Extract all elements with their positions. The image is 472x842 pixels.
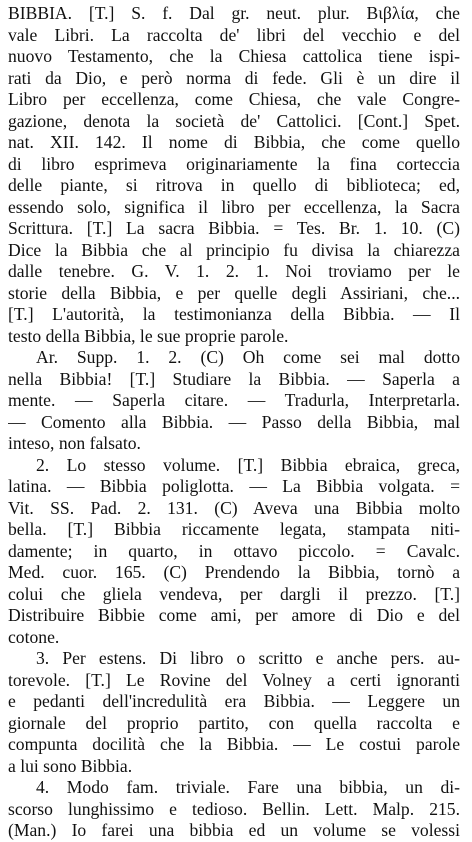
text-line-24: Vit. SS. Pad. 2. 131. (C) Aveva una Bibbia molto — [8, 497, 460, 518]
text-line-31: 3. Per estens. Di libro o scritto e anche pers. au- — [36, 648, 460, 668]
text-line-33: e pedanti dell'incredulità era Bibbia. — Leggere un — [8, 691, 460, 711]
text-line-10: essendo solo, significa il libro per eccellenza, la Sacra — [8, 196, 460, 217]
text-line-26: damente; in quarto, in ottavo piccolo. = Cavalc. — [8, 540, 460, 561]
text-line-18: nella Bibbia! [T.] Studiare la Bibbia. — Saperla a — [8, 368, 460, 389]
text-line-1: BIBBIA. [T.] S. f. Dal gr. neut. plur. Βιβλία, che — [8, 3, 460, 23]
text-line-7: nat. XII. 142. Il nome di Bibbia, che come quello — [8, 132, 460, 152]
text-line-35: compunta docilità che la Bibbia. — Le costui parole — [8, 734, 460, 754]
text-line-23: latina. — Bibbia poliglotta. — La Bibbia volgata. = — [8, 476, 460, 496]
text-line-8: di libro esprimeva originariamente la fina corteccia — [8, 153, 460, 174]
text-line-15: [T.] L'autorità, la testimonianza della Bibbia. — Il — [8, 304, 460, 324]
text-line-9: delle piante, si ritrova in quello di biblioteca; ed, — [8, 175, 460, 195]
text-line-28: colui che gliela vendeva, per dargli il prezzo. [T.] — [8, 583, 460, 604]
text-line-34: giornale del proprio partito, con quella raccolta e — [8, 712, 460, 733]
text-line-30: cotone. — [8, 626, 60, 647]
text-line-20: — Comento alla Bibbia. — Passo della Bibbia, mal — [8, 411, 460, 432]
text-line-14: storie della Bibbia, e per quelle degli Assiriani, che... — [8, 282, 460, 303]
text-line-37: 4. Modo fam. triviale. Fare una bibbia, un di- — [36, 777, 460, 797]
text-line-19: mente. — Saperla citare. — Tradurla, Interpretarla. — [8, 390, 460, 410]
text-line-32: torevole. [T.] Le Rovine del Volney a certi ignoranti — [8, 669, 460, 690]
text-line-5: Libro per eccellenza, come Chiesa, che vale Congre- — [8, 89, 460, 109]
text-line-13: dalle tenebre. G. V. 1. 2. 1. Noi troviamo per le — [8, 261, 460, 281]
text-line-3: nuovo Testamento, che la Chiesa cattolica tiene ispi- — [8, 46, 460, 66]
text-line-17: Ar. Supp. 1. 2. (C) Oh come sei mal dotto — [36, 347, 460, 367]
text-line-29: Distribuire Bibbie come ami, per amore di Dio e del — [8, 605, 460, 625]
text-line-6: gazione, denota la società de' Cattolici. [Cont.] Spet. — [8, 110, 460, 131]
text-line-21: inteso, non falsato. — [8, 433, 141, 453]
text-line-25: bella. [T.] Bibbia riccamente legata, stampata niti- — [8, 519, 460, 539]
text-line-36: a lui sono Bibbia. — [8, 755, 133, 776]
text-line-2: vale Libri. La raccolta de' libri del vecchio e del — [8, 24, 460, 45]
text-line-27: Med. cuor. 165. (C) Prendendo la Bibbia, tornò a — [8, 562, 460, 582]
text-line-22: 2. Lo stesso volume. [T.] Bibbia ebraica, greca, — [36, 454, 460, 475]
text-line-12: Dice la Bibbia che al principio fu divisa la chiarezza — [8, 239, 460, 260]
text-line-11: Scrittura. [T.] La sacra Bibbia. = Tes. Br. 1. 10. (C) — [8, 218, 460, 238]
text-line-39: (Man.) Io farei una bibbia ed un volume se volessi — [8, 820, 460, 840]
text-line-16: testo della Bibbia, le sue proprie parole. — [8, 325, 289, 346]
text-line-4: rati da Dio, e però norma di fede. Gli è un dire il — [8, 67, 460, 88]
text-line-38: scorso lunghissimo e tedioso. Bellin. Lett. Malp. 215. — [8, 798, 460, 819]
